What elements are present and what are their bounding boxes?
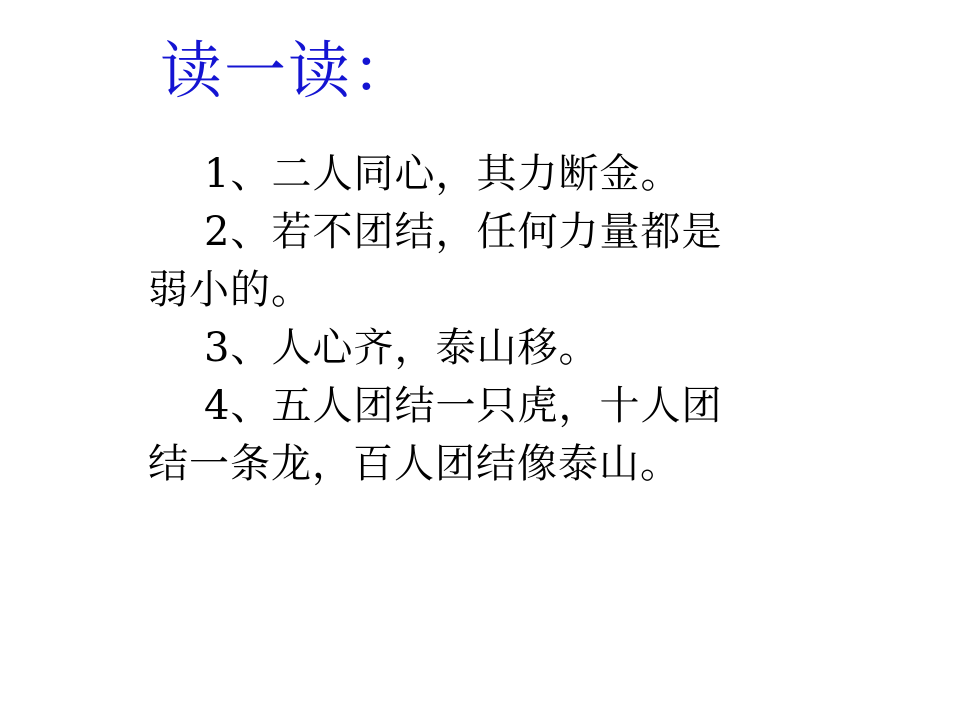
- body-line: 结一条龙，百人团结像泰山。: [148, 441, 681, 487]
- body-line: 2、若不团结，任何力量都是: [204, 209, 723, 255]
- slide-body: [148, 145, 848, 493]
- body-line: 1、二人同心，其力断金。: [204, 151, 682, 197]
- page-title: 读一读：: [160, 34, 417, 107]
- body-line: 4、五人团结一只虎，十人团: [204, 383, 723, 429]
- body-line: 3、人心齐，泰山移。: [204, 325, 600, 371]
- body-line: 弱小的。: [148, 267, 312, 313]
